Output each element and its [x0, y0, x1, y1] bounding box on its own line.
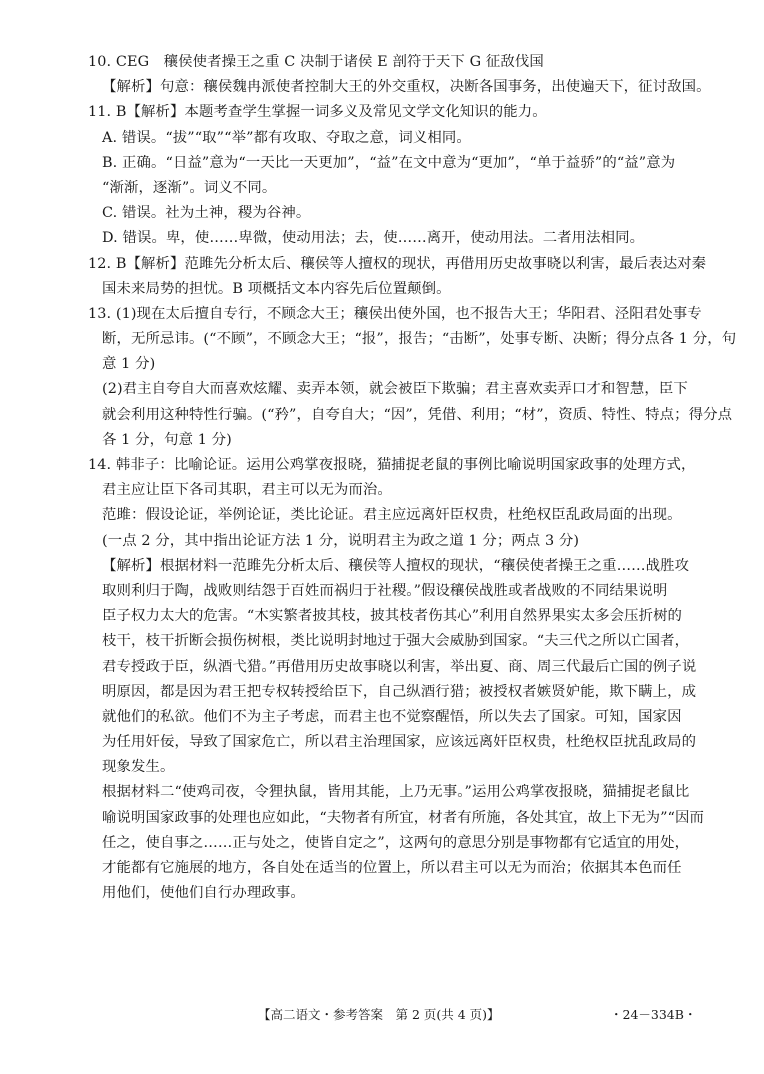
text-line: 枝干，枝干折断会损伤树根，类比说明封地过于强大会威胁到国家。“夫三代之所以亡国者， — [102, 633, 690, 650]
text-line: 10. CEG 穰侯使者操王之重 C 决制于诸侯 E 剖符于天下 G 征敌伐国 — [88, 54, 544, 70]
text-line: (2)君主自夸自大而喜欢炫耀、卖弄本领，就会被臣下欺骗；君主喜欢卖弄口才和智慧，臣下 — [102, 381, 688, 398]
text-line: 臣子权力太大的危害。“木实繁者披其枝，披其枝者伤其心”利用自然界果实太多会压折树的 — [102, 608, 683, 625]
text-line: 任之，使自事之……正与处之，使皆自定之”，这两句的意思分别是事物都有它适宜的用处， — [102, 834, 690, 851]
footer-page-info: 【高二语文・参考答案 第 2 页(共 4 页)】 — [258, 1007, 500, 1022]
text-line: 13. (1)现在太后擅自专行，不顾念大王；穰侯出使外国，也不报告大王；华阳君、泾阳君处事专 — [88, 305, 702, 322]
text-line: B. 正确。“日益”意为“一天比一天更加”，“益”在文中意为“更加”，“单于益骄”的“益”意为 — [102, 154, 676, 171]
text-line: 就他们的私欲。他们不为主子考虑，而君主也不觉察醒悟，所以失去了国家。可知，国家因 — [102, 708, 682, 725]
text-line: 根据材料二“使鸡司夜，令狸执鼠，皆用其能，上乃无事。”运用公鸡掌夜报晓，猫捕捉老鼠比 — [102, 784, 690, 801]
text-line: “渐渐，逐渐”。词义不同。 — [102, 179, 277, 196]
text-line: 范雎：假设论证，举例论证，类比论证。君主应远离奸臣权贵，杜绝权臣乱政局面的出现。 — [102, 507, 682, 524]
text-line: 君专授政于臣，纵酒弋猎。”再借用历史故事晓以利害，举出夏、商、周三代最后亡国的例子说 — [102, 658, 697, 675]
text-line: 【解析】句意：穰侯魏冉派使者控制大王的外交重权，决断各国事务，出使遍天下，征讨敌国。 — [102, 79, 711, 96]
text-line: 国未来局势的担忧。B 项概括文本内容先后位置颠倒。 — [102, 280, 451, 297]
text-line: 就会利用这种特性行骗。(“矜”，自夸自大；“因”，凭借、利用；“材”，资质、特性、特点；得分点 — [102, 406, 733, 423]
text-line: 才能都有它施展的地方，各自处在适当的位置上，所以君主可以无为而治；依据其本色而任 — [102, 860, 682, 876]
answer-page-body — [88, 50, 737, 906]
text-line: 取则利归于陶，战败则结怨于百姓而祸归于社稷。”假设穰侯战胜或者战败的不同结果说明 — [102, 582, 668, 599]
page-footer — [0, 1004, 764, 1026]
text-line: 喻说明国家政事的处理也应如此，“夫物者有所宜，材者有所施，各处其宜，故上下无为”“因而 — [102, 809, 704, 826]
text-line: (一点 2 分，其中指出论证方法 1 分，说明君主为政之道 1 分；两点 3 分) — [102, 532, 580, 549]
footer-doc-code: ・24－334B・ — [610, 1007, 697, 1022]
text-line: 现象发生。 — [102, 759, 175, 776]
text-line: 用他们，使他们自行办理政事。 — [102, 885, 305, 902]
text-line: 12. B【解析】范雎先分析太后、穰侯等人擅权的现状，再借用历史故事晓以利害，最后表达对秦 — [88, 255, 707, 272]
text-line: 14. 韩非子：比喻论证。运用公鸡掌夜报晓，猫捕捉老鼠的事例比喻说明国家政事的处理方式， — [88, 457, 696, 473]
text-line: 11. B【解析】本题考查学生掌握一词多义及常见文学文化知识的能力。 — [88, 104, 547, 121]
text-line: 君主应让臣下各司其职，君主可以无为而治。 — [102, 482, 392, 499]
text-line: 各 1 分，句意 1 分) — [102, 431, 232, 448]
text-line: 断，无所忌讳。(“不顾”，不顾念大王；“报”，报告；“击断”，处事专断、决断；得分点各 1 分，句 — [102, 331, 737, 348]
text-line: 意 1 分) — [102, 356, 156, 373]
text-line: 【解析】根据材料一范雎先分析太后、穰侯等人擅权的现状，“穰侯使者操王之重……战胜攻 — [102, 557, 690, 574]
text-line: A. 错误。“拔”“取”“举”都有攻取、夺取之意，词义相同。 — [102, 129, 471, 146]
text-line: C. 错误。社为土神，稷为谷神。 — [102, 205, 311, 222]
text-line: 为任用奸佞，导致了国家危亡，所以君主治理国家，应该远离奸臣权贵，杜绝权臣扰乱政局的 — [102, 734, 697, 751]
text-line: 明原因，都是因为君王把专权转授给臣下，自己纵酒行猎；被授权者嫉贤妒能，欺下瞒上，成 — [102, 683, 697, 700]
text-line: D. 错误。卑，使……卑微，使动用法；去，使……离开，使动用法。二者用法相同。 — [102, 230, 645, 247]
